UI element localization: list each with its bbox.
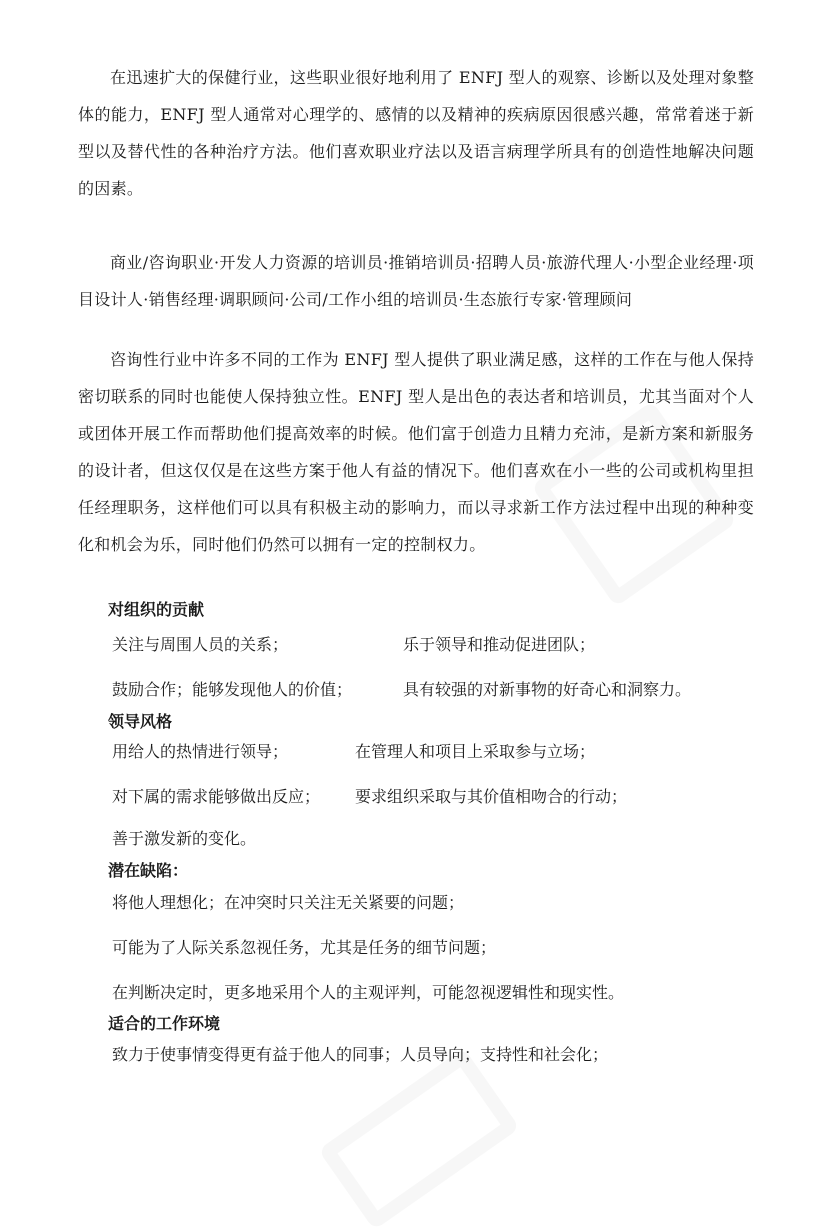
- paragraph-business-careers: 商业/咨询职业·开发人力资源的培训员·推销培训员·招聘人员·旅游代理人·小型企业经理·项目设计人·销售经理·调职顾问·公司/工作小组的培训员·生态旅行专家·管理顾问: [78, 253, 754, 309]
- section-heading-weaknesses: 潜在缺陷：: [108, 861, 189, 880]
- contribution-item: 乐于领导和推动促进团队；: [403, 635, 596, 654]
- leadership-item: 对下属的需求能够做出反应；: [112, 787, 321, 806]
- environment-item: 致力于使事情变得更有益于他人的同事；人员导向；支持性和社会化；: [112, 1045, 609, 1064]
- contribution-item: 关注与周围人员的关系；: [112, 635, 289, 654]
- section-heading-contribution: 对组织的贡献: [108, 600, 205, 619]
- watermark-mark: [318, 1048, 520, 1230]
- paragraph-healthcare: 在迅速扩大的保健行业，这些职业很好地利用了 ENFJ 型人的观察、诊断以及处理对象整体的能力，ENFJ 型人通常对心理学的、感情的以及精神的疾病原因很感兴趣，常常着迷于新型以及替代性的各种治疗方法。他们喜欢职业疗法以及语言病理学所具有的创造性地解决问题的因素。: [78, 68, 754, 198]
- leadership-item: 要求组织采取与其价值相吻合的行动；: [355, 787, 628, 806]
- section-heading-environment: 适合的工作环境: [108, 1014, 221, 1033]
- contribution-item: 具有较强的对新事物的好奇心和洞察力。: [403, 680, 692, 699]
- weakness-item: 在判断决定时，更多地采用个人的主观评判，可能忽视逻辑性和现实性。: [112, 983, 625, 1002]
- leadership-item: 用给人的热情进行领导；: [112, 742, 289, 761]
- weakness-item: 将他人理想化；在冲突时只关注无关紧要的问题；: [112, 893, 465, 912]
- leadership-item: 在管理人和项目上采取参与立场；: [355, 742, 596, 761]
- contribution-item: 鼓励合作；能够发现他人的价值；: [112, 680, 353, 699]
- weakness-item: 可能为了人际关系忽视任务，尤其是任务的细节问题；: [112, 938, 497, 957]
- section-heading-leadership: 领导风格: [108, 712, 173, 731]
- leadership-item: 善于激发新的变化。: [112, 829, 257, 848]
- paragraph-consulting: 咨询性行业中许多不同的工作为 ENFJ 型人提供了职业满足感，这样的工作在与他人保持密切联系的同时也能使人保持独立性。ENFJ 型人是出色的表达者和培训员，尤其当面对个人或团体开展工作而帮助他们提高效率的时候。他们富于创造力且精力充沛，是新方案和新服务的设计者，但这仅仅是在这些方案于他人有益的情况下。他们喜欢在小一些的公司或机构里担任经理职务，这样他们可以具有积极主动的影响力，而以寻求新工作方法过程中出现的种种变化和机会为乐，同时他们仍然可以拥有一定的控制权力。: [78, 350, 754, 554]
